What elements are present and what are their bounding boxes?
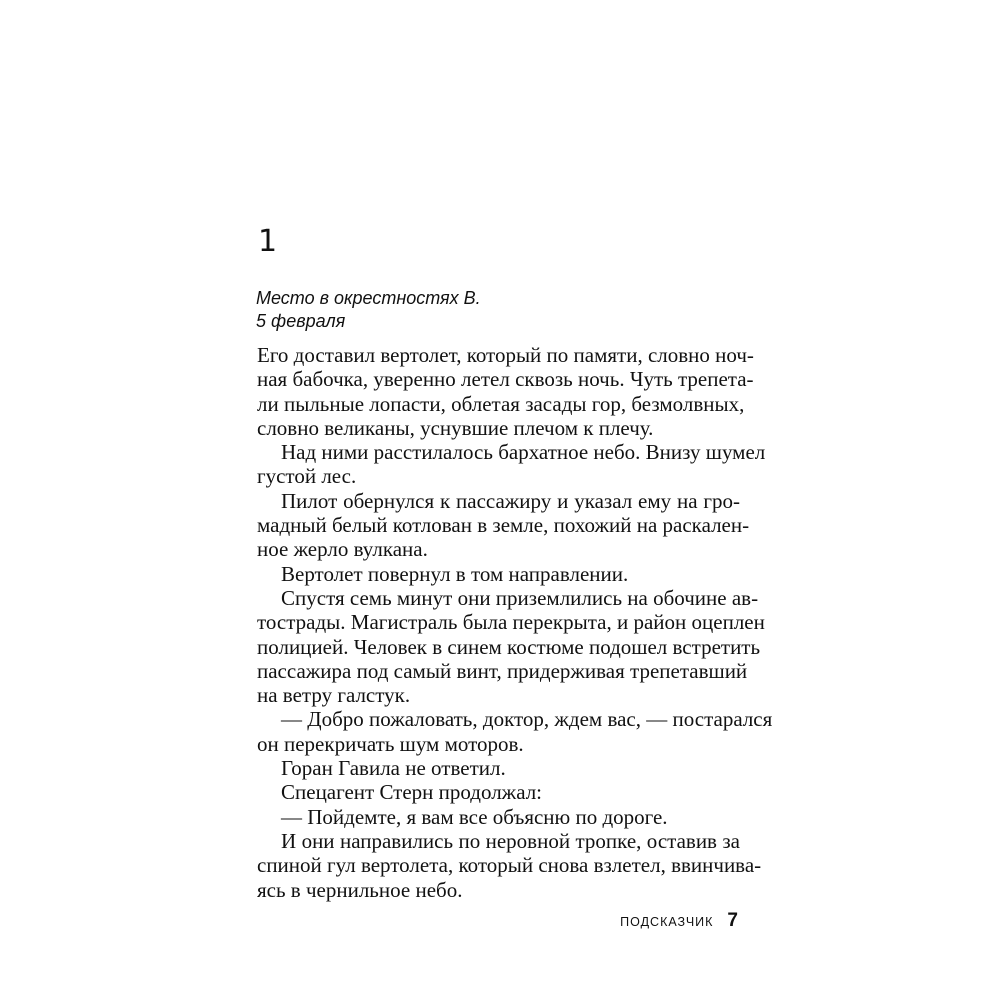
text-line: тострады. Магистраль была перекрыта, и район оцеплен — [257, 610, 765, 635]
text-line: спиной гул вертолета, который снова взлетел, ввинчива- — [257, 853, 762, 878]
place-line: Место в окрестностях В. — [256, 288, 481, 308]
text-line: — Пойдемте, я вам все объясню по дороге. — [281, 804, 668, 829]
chapter-place-date — [256, 287, 481, 333]
text-line: густой лес. — [257, 464, 357, 489]
text-line: полицией. Человек в синем костюме подошел встретить — [257, 634, 761, 659]
text-line: Его доставил вертолет, который по памяти, словно ноч- — [257, 343, 754, 367]
running-title: ПОДСКАЗЧИК — [620, 915, 714, 929]
text-line: Горан Гавила не ответил. — [281, 756, 506, 781]
text-line: ная бабочка, уверенно летел сквозь ночь. Чуть трепета- — [257, 367, 754, 392]
text-line: на ветру галстук. — [257, 683, 411, 708]
text-line: ное жерло вулкана. — [257, 537, 428, 562]
text-line: Спустя семь минут они приземлились на обочине ав- — [281, 585, 759, 610]
text-line: И они направились по неровной тропке, оставив за — [281, 828, 740, 853]
text-line: мадный белый котлован в земле, похожий на раскален- — [257, 513, 750, 538]
text-line: ясь в чернильное небо. — [257, 877, 463, 902]
text-line: ли пыльные лопасти, облетая засады гор, безмолвных, — [257, 391, 745, 416]
text-line: словно великаны, уснувшие плечом к плечу. — [257, 415, 654, 440]
text-line: Над ними расстилалось бархатное небо. Внизу шумел — [281, 440, 766, 465]
page-footer — [620, 910, 738, 932]
text-line: он перекричать шум моторов. — [257, 731, 524, 756]
page-number: 7 — [727, 910, 738, 931]
body-text — [257, 343, 773, 902]
text-line: Спецагент Стерн продолжал: — [281, 780, 543, 805]
chapter-number: 1 — [258, 224, 278, 259]
text-line: пассажира под самый винт, придерживая трепетавший — [257, 658, 748, 683]
date-line: 5 февраля — [256, 311, 346, 331]
text-line: Пилот обернулся к пассажиру и указал ему на гро- — [281, 488, 740, 513]
text-line: Вертолет повернул в том направлении. — [281, 561, 629, 586]
text-line: — Добро пожаловать, доктор, ждем вас, — постарался — [281, 707, 773, 732]
